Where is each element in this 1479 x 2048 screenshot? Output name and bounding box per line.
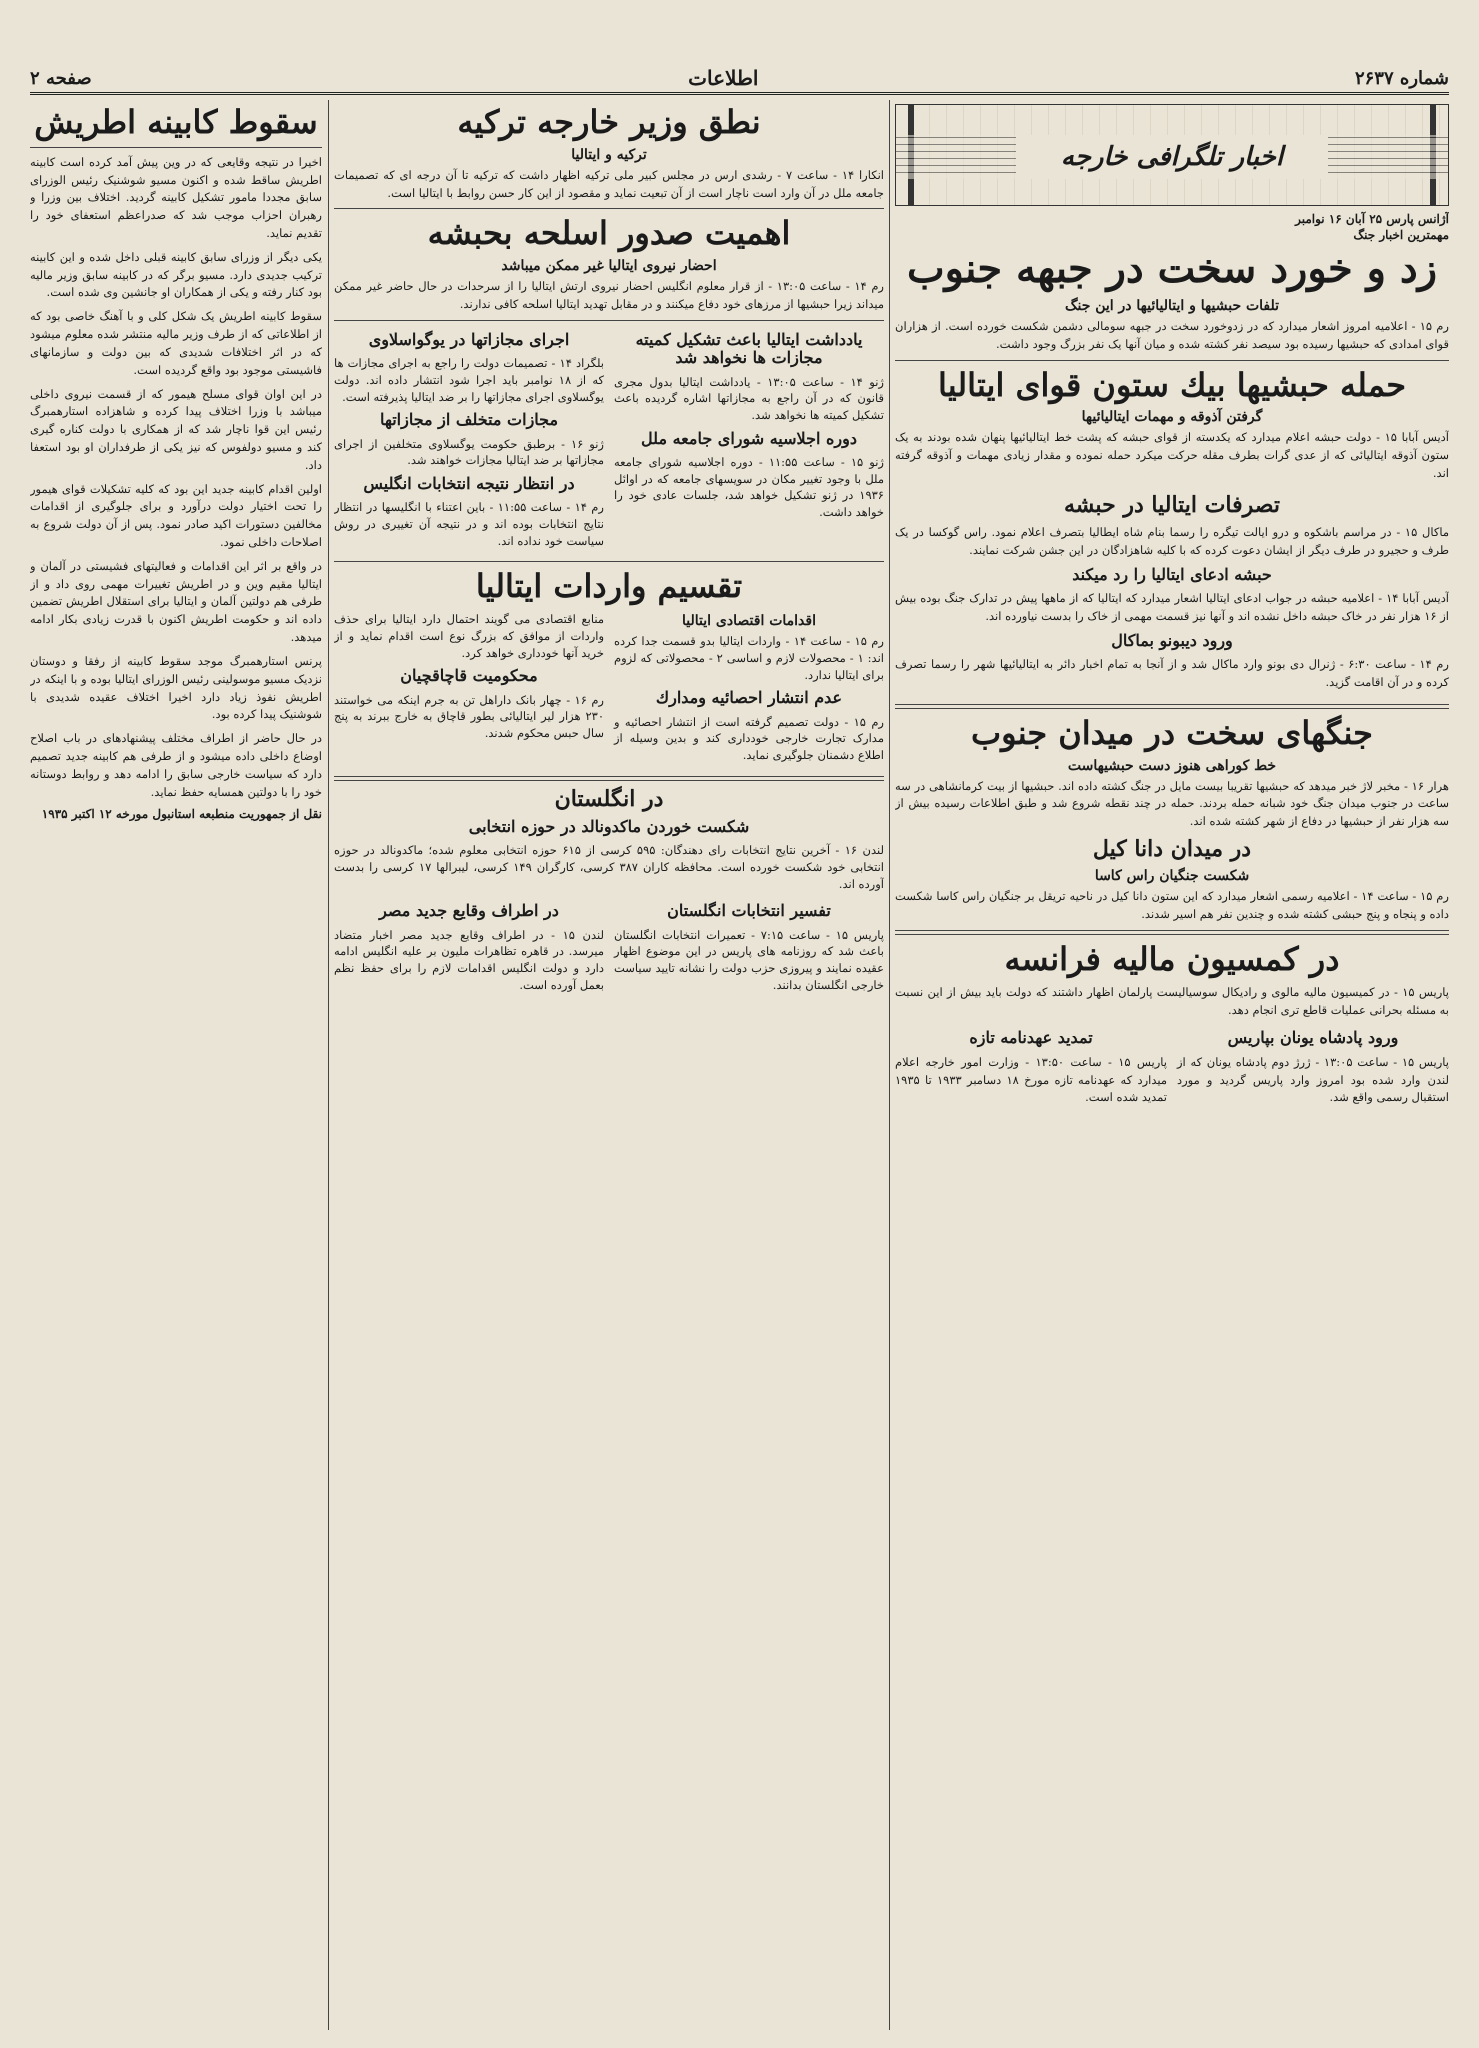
divider [334, 208, 884, 209]
subheadline: خط کوراهی هنوز دست حبشیهاست [1067, 757, 1277, 774]
article-body: رم ۱۵ - ساعت ۱۴ - واردات ایتالیا بدو قسمت جدا کرده اند: ۱ - محصولات لازم و اساسی ۲ - محصولاتی که لزوم برای ایتالیا ندارد. [614, 634, 884, 682]
article-body: سقوط کابینه اطریش یک شکل کلی و با آهنگ خاصی بود که از اطلاعاتی که از طرف وزیر مالیه منتشر شده معلوم میشود که در اثر اختلافات شدیدی که بین دولت و سازمانهای فاشیستی موجود بود واقع گردیده است. [30, 309, 322, 377]
article-body: رم ۱۵ - اعلامیه امروز اشعار میدارد که در زدوخورد سخت در جبهه سومالی دشمن شکست خورده است. از هزاران قوای امدادی که حبشیها رسیده بود سیصد نفر کشته شده و میان آنها یک نفر بزرگ وجود داشت. [895, 319, 1449, 351]
headline: در انتظار نتیجه انتخابات انگلیس [363, 473, 575, 493]
article-body: پاریس ۱۵ - در کمیسیون مالیه مالوی و رادیکال سوسیالیست پارلمان اظهار داشتند که دولت باید بیش از این نسبت به مسئله بحرانی عملیات قاطع تری انجام دهد. [895, 984, 1449, 1017]
headline: تمدید عهدنامه تازه [969, 1028, 1093, 1048]
subheadline: اقدامات اقتصادی ایتالیا [682, 613, 816, 630]
divider [895, 704, 1449, 709]
article-body: پاریس ۱۵ - ساعت ۷:۱۵ - تعمیرات انتخابات انگلستان باعث شد که روزنامه های پاریس در این موضوع اظهار عقیده نمایند و پیروزی حزب دولت را نشانه تایید سیاست خارجی انگلستان بدانند. [614, 927, 884, 992]
divider [334, 561, 884, 562]
kicker: مهمترین اخبار جنگ [1353, 228, 1449, 242]
headline: محکومیت قاچاقچیان [400, 666, 538, 686]
article-body: آدیس آبابا ۱۵ - دولت حبشه اعلام میدارد که یکدسته از قوای حبشه که پشت خط ایتالیائیها پنهان شده بودند به یک ستون آذوقه ایتالیائی که از عدی گرات بطرف مقله حرکت میکرد حمله نموده و مقدار زیادی مهمات و آذوقه گرفته اند. [895, 430, 1449, 481]
column-left [30, 100, 322, 2030]
divider [895, 360, 1449, 361]
source-note: نقل از جمهوریت منطبعه استانبول مورخه ۱۲ اکتبر ۱۹۳۵ [41, 807, 322, 822]
article-body: آدیس آبابا ۱۴ - اعلامیه حبشه در جواب ادعای ایتالیا اشعار میدارد که ایتالیا که از ماهها پیش در تدارک جنگ بوده بیش از ۱۶ هزار نفر در خاک حبشه داخل نشده اند و آنها نیز قسمت مهمی از خاک را بدست نیاورده اند. [895, 591, 1449, 623]
headline: تفسیر انتخابات انگلستان [667, 901, 831, 921]
article-body: اخیرا در نتیجه وقایعی که در وین پیش آمد کرده است کابینه اطریش ساقط شده و اکنون مسیو شوشنیک رئیس الوزرای سابق مجددا مامور تشکیل کابینه گردید. اختلاف بین وزرا و رهبران احزاب موجب شد که صدراعظم استعفای خود را تقدیم نماید. [30, 154, 322, 241]
headline: تصرفات ایتالیا در حبشه [1064, 491, 1280, 518]
article-body: رم ۱۵ - ساعت ۱۴ - اعلامیه رسمی اشعار میدارد که این ستون دانا کیل در ناحیه تریقل بر جنگیان راس کاسا شکست داده و پنجاه و پنج حبشی کشته شده و چندین نفر هم اسیر شدند. [895, 889, 1449, 922]
headline: عدم انتشار احصائیه ومدارك [655, 688, 843, 708]
article-body: رم ۱۴ - ساعت ۱۱:۵۵ - باین اعتناء با انگلیسها در انتظار نتایج انتخابات بوده اند و در نتیجه آن تغییری در روش سیاست خود نداده اند. [334, 500, 604, 548]
column-middle [334, 100, 884, 2030]
divider [895, 930, 1449, 935]
article-body: ژنو ۱۴ - ساعت ۱۳:۰۵ - یادداشت ایتالیا بدول مجری قانون که در آن راجع به مجازاتها اشاره گردیده باعث تشکیل کمیته ها نخواهد شد. [614, 374, 884, 422]
banner-title: اخبار تلگرافی خارجه [1016, 135, 1328, 179]
headline: حبشه ادعای ایتالیا را رد میکند [1072, 564, 1272, 584]
article-body: انکارا ۱۴ - ساعت ۷ - رشدی ارس در مجلس کبیر ملی ترکیه اظهار داشت که ترکیه تا آن درجه ای که تصمیمات جامعه ملل در آن وارد است ناچار است از آن تبعیت نماید و مقصود از این کار حسن روابط با ایتالیا است. [334, 167, 884, 200]
headline: تقسیم واردات ایتالیا [475, 567, 743, 606]
article-body: منابع اقتصادی می گویند احتمال دارد ایتالیا برای حذف واردات از موافق که بزرگ نوع است اقدام نماید و از خرید آنها خودداری خواهد کرد. [334, 612, 604, 660]
headline: در انگلستان [554, 785, 664, 812]
issue-number: شماره ۲۶۳۷ [1354, 67, 1449, 89]
headline: ورود دیبونو بماکال [1111, 630, 1233, 650]
foreign-telegraph-banner [895, 104, 1449, 206]
divider [30, 147, 322, 148]
article-body: لندن ۱۵ - در اطراف وقایع جدید مصر اخبار متضاد میرسد. در قاهره تظاهرات ملیون بر علیه انگلیس ادامه دارد و دولت انگلیس اقدامات لازم را برای حفظ نظم بعمل آورده است. [334, 927, 604, 992]
subheadline: تلفات حبشیها و ایتالیائیها در این جنگ [1064, 298, 1280, 314]
headline: دوره اجلاسیه شورای جامعه ملل [641, 428, 857, 448]
article-body: رم ۱۴ - ساعت ۱۳:۰۵ - از قرار معلوم انگلیس احضار نیروی ارتش ایتالیا را از سرحدات در حال حاضر غیر ممکن میداند زیرا حبشیها از مرزهای خود دفاع میکنند و در مقابل تهدید ایتالیا اسلحه کافی ندارند. [334, 279, 884, 312]
masthead [30, 64, 1449, 95]
article-body: یکی دیگر از وزرای سابق کابینه قبلی داخل شده و این کابینه ترکیب جدیدی دارد. مسیو برگر که در کابینه سابق وزیر مالیه بود کنار رفته و یکی از همکاران او جانشین وی شده است. [30, 249, 322, 300]
page-number: صفحه ۲ [30, 67, 92, 89]
headline: یادداشت ایتالیا باعث تشکیل کمیته مجازات ها نخواهد شد [635, 329, 863, 368]
headline: در اطراف وقایع جدید مصر [379, 901, 559, 921]
article-body: در حال حاضر از اطراف مختلف پیشنهادهای در باب اصلاح اوضاع داخلی داده میشود و از طرفی هم کابینه جدید تصمیم دارد که سیاست خارجی سابق را ادامه دهد و روابط دوستانه خود را با دولتین همسایه حفظ نماید. [30, 731, 322, 799]
divider [334, 776, 884, 781]
headline: در کمسیون مالیه فرانسه [1004, 939, 1340, 978]
article-body: رم ۱۵ - دولت تصمیم گرفته است از انتشار احصائیه و مدارک تجارت خارجی خودداری کند و بدین وسیله از اطلاع دشمنان جلوگیری نماید. [614, 714, 884, 762]
article-body: هرار ۱۶ - مخبر لاژ خبر میدهد که حبشیها تقریبا بیست مایل در جنگ کشته داده اند. حبشیها از بیت کرمانشاهی در سه ساعت در جنوب میدان جنگ خود شبانه حمله بردند. حمله در چند نقطه شروع شد و طبق اطلاعات رسیده بیش از سه هزار نفر از حبشیها در دفاع از شهر کشته شده اند. [895, 778, 1449, 829]
article-body: در این اوان قوای مسلح هیمور که از قسمت نیروی داخلی میباشد با وزرا اختلاف پیدا کرده و شاهزاده استارهمبرگ رئیس این قوا ناچار شد که از همکاری با دولت کناره گیری کند و مسیو دولفوس که نیز یکی از طرفداران او بود استعفا داد. [30, 386, 322, 472]
article-body: ماکال ۱۵ - در مراسم باشکوه و درو ایالت تیگره را رسما بنام شاه ایطالیا بتصرف اعلام نمود. راس گوکسا در یک طرف و حجیرو در طرف دیگر از ایشان دعوت کرده که با کلیه شاهزادگان در این جشن شرکت نمایند. [895, 525, 1449, 557]
article-body: در واقع بر اثر این اقدامات و فعالیتهای فشیستی در آلمان و ایتالیا مقیم وین و در اطریش تغییرات مهمی روی داد و از طرفی هم دولتین آلمان و ایتالیا برای استقلال اطریش تضمین داده اند و حکومت اطریش اکنون با قدرت زیادی بکار ادامه میدهد. [30, 558, 322, 645]
headline: ورود پادشاه یونان بپاریس [1227, 1028, 1399, 1048]
article-body: لندن ۱۶ - آخرین نتایج انتخابات رای دهندگان: ۵۹۵ کرسی از ۶۱۵ حوزه انتخابی معلوم شده؛ ماکدونالد در حوزه انتخابی خود شکست خورده است. محافظه کاران ۳۸۷ کرسی، کارگران ۱۴۹ کرسی، لیبرالها ۱۷ کرسی را بدست آورده اند. [334, 843, 884, 891]
article-body: پرنس استارهمبرگ موجد سقوط کابینه از رفقا و دوستان نزدیک مسیو موسولینی رئیس الوزرای ایتالیا بوده و با اینکه در اطریش نفوذ زیاد دارد اخیرا اختلاف عقیده شدیدی با شوشنیک پیدا کرده بود. [30, 653, 322, 722]
article-body: ژنو ۱۵ - ساعت ۱۱:۵۵ - دوره اجلاسیه شورای جامعه ملل با وجود تغییر مکان در سویسهای جامعه که در اوائل ۱۹۳۶ در ژنو تشکیل خواهد شد، جلسات عادی خود را خواهد داشت. [614, 455, 884, 520]
headline: اهمیت صدور اسلحه بحبشه [427, 214, 791, 253]
headline: در میدان دانا کیل [1092, 836, 1252, 863]
article-body: پاریس ۱۵ - ساعت ۱۳:۰۵ - ژرژ دوم پادشاه یونان که از لندن وارد شده بود امروز وارد پاریس گردید و مورد استقبال رسمی واقع شد. [1177, 1054, 1449, 1105]
headline: زد و خورد سخت در جبهه جنوب [906, 245, 1438, 292]
column-rule [328, 100, 329, 2030]
article-body: پاریس ۱۵ - ساعت ۱۳:۵۰ - وزارت امور خارجه اعلام میدارد که عهدنامه تازه مورخ ۱۸ دسامبر ۱۹۳۳ تا ۱۹۳۵ تمدید شده است. [895, 1054, 1168, 1105]
headline: جنگهای سخت در میدان جنوب [971, 713, 1373, 752]
subheadline: ترکیه و ایتالیا [571, 146, 647, 163]
paper-name: اطلاعات [688, 66, 759, 90]
article-body: ژنو ۱۶ - برطبق حکومت یوگسلاوی متخلفین از اجرای مجازاتها بر ضد ایتالیا مجازات خواهند شد. [334, 436, 604, 468]
headline: حمله حبشیها بیك ستون قوای ایتالیا [937, 365, 1407, 404]
headline: نطق وزیر خارجه ترکیه [457, 103, 761, 141]
agency-line: آژانس پارس ۲۵ آبان ۱۶ نوامبر [1295, 212, 1449, 226]
article-body: رم ۱۴ - ساعت ۶:۳۰ - ژنرال دی بونو وارد ماکال شد و از آنجا به تمام اخبار دائر به ایتالیائیها شهر را رسما تصرف کرده و در آن اقامت گزید. [895, 657, 1449, 689]
headline: شکست خوردن ماکدونالد در حوزه انتخابی [468, 816, 750, 836]
headline: اجرای مجازاتها در یوگواسلاوی [368, 329, 570, 349]
subheadline: گرفتن آذوقه و مهمات ایتالیائیها [1081, 409, 1263, 426]
headline: سقوط کابینه اطریش [34, 103, 318, 141]
column-rule [889, 100, 890, 2030]
subheadline: شکست جنگیان راس کاسا [1094, 868, 1250, 885]
article-body: رم ۱۶ - چهار بانک داراهل تن به جرم اینکه می خواستند ۲۳۰ هزار لیر ایتالیائی بطور قاچاق به خارج ببرند به پنج سال حبس محکوم شدند. [334, 692, 604, 740]
divider [334, 320, 884, 321]
headline: مجازات متخلف از مجازاتها [379, 410, 559, 430]
article-body: اولین اقدام کابینه جدید این بود که کلیه تشکیلات قوای هیمور را تحت اختیار دولت درآورد و برای جلوگیری از اقدامات مخالفین دستورات اکید صادر نمود. پس از آن دولت شروع به اصلاحات داخلی نمود. [30, 481, 322, 550]
subheadline: احضار نیروی ایتالیا غیر ممکن میباشد [501, 258, 717, 275]
column-right [895, 100, 1449, 2030]
article-body: بلگراد ۱۴ - تصمیمات دولت را راجع به اجرای مجازات ها که از ۱۸ نوامبر باید اجرا شود انتشار داده اند. دولت یوگسلاوی اجرای مجازاتها را بر ضد ایتالیا پذیرفته است. [334, 356, 604, 404]
